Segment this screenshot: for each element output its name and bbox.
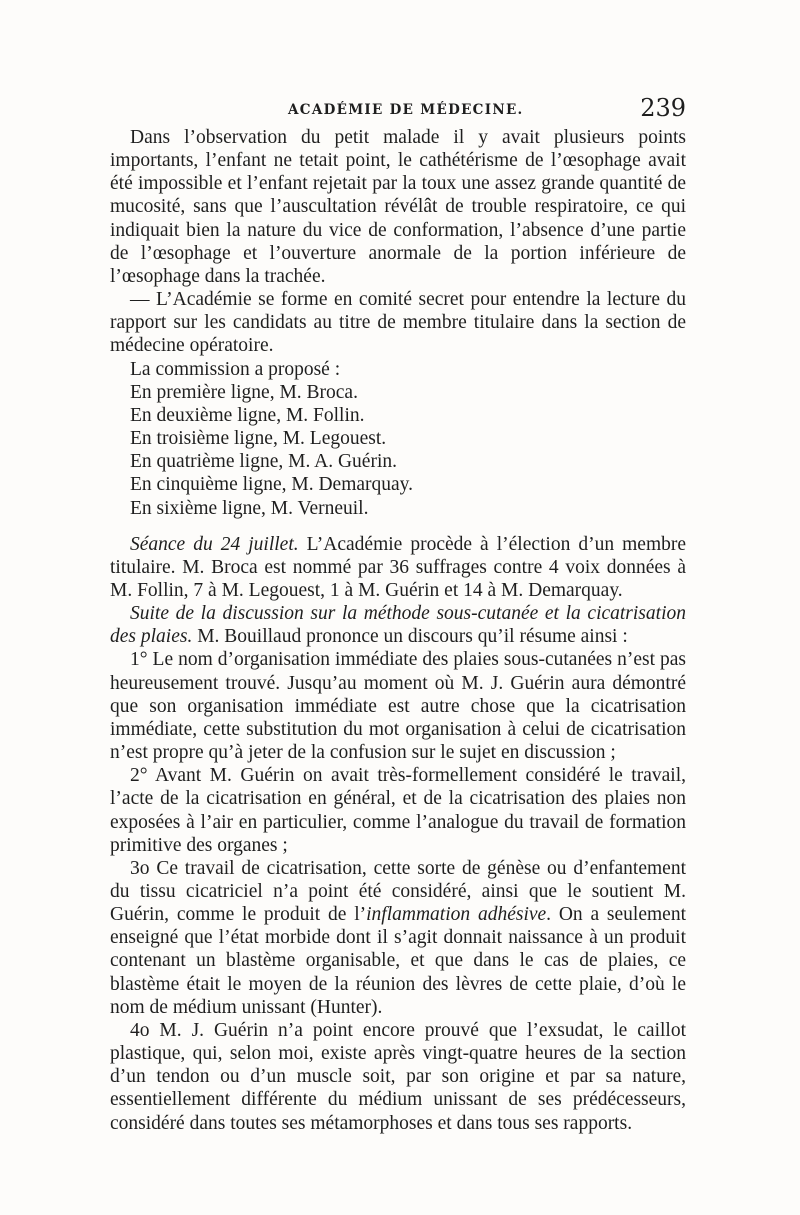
paragraph-seance: [110, 533, 686, 602]
body-text: [110, 126, 686, 1135]
discussion-title: Suite de la discussion sur la méthode sous-cutanée et la cicatrisation des plaies.: [110, 603, 686, 648]
paragraph-comite-secret: — L’Académie se forme en comité secret pour entendre la lecture du rapport sur les candidats au titre de membre titulaire dans la section de médecine opératoire.: [110, 289, 686, 357]
discussion-text: M. Bouillaud prononce un discours qu’il résume ainsi :: [197, 626, 628, 648]
paragraph-point-1: 1° Le nom d’organisation immédiate des plaies sous-cutanées n’est pas heureusement trouvé. Jusqu’au moment où M. J. Guérin aura démontré que son organisation immédiate est autre chose que la cicatrisation immédiate, cette substitution du mot organisation à celui de cicatrisation n’est propre qu’à jeter de la confusion sur le sujet en discussion ;: [110, 649, 686, 764]
seance-text: L’Académie procède à l’élection d’un membre titulaire. M. Broca est nommé par 36 suffrages contre 4 voix données à M. Follin, 7 à M. Legouest, 1 à M. Guérin et 14 à M. Demarquay.: [110, 533, 687, 601]
page-number: 239: [640, 94, 686, 122]
list-item: En quatrième ligne, M. A. Guérin.: [130, 451, 397, 473]
paragraph-point-3: [110, 857, 686, 1019]
point-3-text-after: . On a seulement enseigné que l’état morbide dont il s’agit donnait naissance à un produit contenant un blastème organisable, et que dans le cas de plaies, ce blastème était le moyen de la réunion des lèvres de cette plaie, d’où le nom de médium unissant (Hunter).: [110, 904, 686, 1018]
list-item: En sixième ligne, M. Verneuil.: [130, 497, 369, 519]
list-item: En deuxième ligne, M. Follin.: [130, 404, 365, 426]
seance-date-label: Séance du 24 juillet.: [130, 533, 299, 555]
list-item: En troisième ligne, M. Legouest.: [130, 428, 387, 450]
commission-list: [110, 358, 686, 520]
page-header: [110, 96, 686, 126]
paragraph-point-4: 4o M. J. Guérin n’a point encore prouvé que l’exsudat, le caillot plastique, qui, selon moi, existe après vingt-quatre heures de la section d’un tendon ou d’un muscle soit, par son origine et par sa nature, essentiellement différente du médium unissant de ses prédécesseurs, considéré dans toutes ses métamorphoses et dans tous ses rapports.: [110, 1019, 686, 1134]
paragraph-observation: Dans l’observation du petit malade il y avait plusieurs points importants, l’enfant ne tetait point, le cathétérisme de l’œsophage avait été impossible et l’enfant rejetait par la toux une assez grande quantité de mucosité, sans que l’auscultation révélât de trouble respiratoire, ce qui indiquait bien la nature du vice de conformation, l’absence d’une partie de l’œsophage et l’ouverture anormale de la portion inférieure de l’œsophage dans la trachée.: [110, 127, 686, 287]
point-3-text-before: 3o Ce travail de cicatrisation, cette sorte de génèse ou d’enfantement du tissu cicatriciel n’a point été considéré, ainsi que le soutient M. Guérin, comme le produit de l’: [110, 857, 686, 926]
commission-intro: La commission a proposé :: [130, 358, 341, 380]
list-item: En cinquième ligne, M. Demarquay.: [130, 474, 414, 496]
paragraph-discussion: [110, 602, 686, 648]
running-head: ACADÉMIE DE MÉDECINE.: [288, 102, 524, 118]
point-3-italic: inflammation adhésive: [366, 904, 547, 926]
paragraph-point-2: 2° Avant M. Guérin on avait très-formellement considéré le travail, l’acte de la cicatrisation en général, et de la cicatrisation des plaies non exposées à l’air en particulier, comme l’analogue du travail de formation primitive des organes ;: [110, 765, 686, 856]
list-item: En première ligne, M. Broca.: [130, 381, 358, 403]
